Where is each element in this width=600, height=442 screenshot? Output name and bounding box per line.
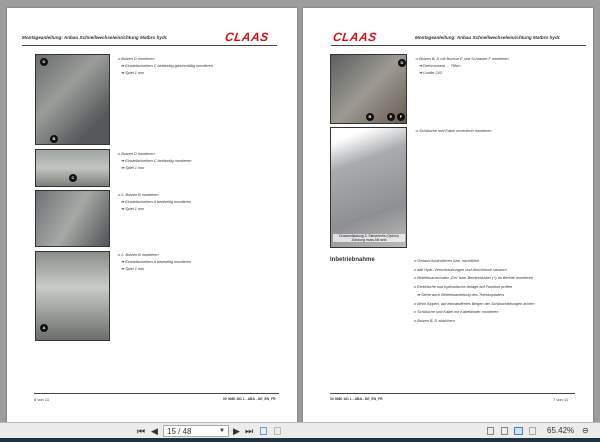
step-detail: ➡ Spiel 1 mm: [121, 207, 145, 211]
list-item: ⇒ Betriebsartschalter „Ein" bzw. Betriebskabel (+) an Bereite montieren: [413, 276, 533, 280]
taskbar: [0, 438, 600, 442]
header-rule: [22, 45, 277, 46]
step-detail: ➡ Einstellscheiben A beidseitig montieren: [121, 260, 192, 264]
two-page-view-icon[interactable]: [514, 427, 523, 435]
page-header: Montageanleitung: Anbau Schnellwechseleinrichtung Matbro hydr.: [415, 35, 561, 40]
copy-icon[interactable]: [260, 427, 267, 435]
doc-number: 00 0080 161 1 - ABA - DE_EN_FR: [330, 397, 383, 401]
previous-page-icon[interactable]: ◀: [151, 426, 158, 436]
viewer-toolbar: [0, 422, 600, 438]
label-badge: D: [398, 59, 406, 67]
list-item: ⇒ Schläuche und Kabel mit Kabelbinder montieren: [413, 310, 499, 314]
photo-caption: Druckentlastung 3. Steuerkreis (Option) Zündung muss AN sein: [333, 234, 405, 242]
first-page-icon[interactable]: ⏮: [137, 426, 146, 436]
page-number: 6 von 11: [34, 397, 50, 402]
label-badge: C: [69, 174, 77, 182]
page-header: Montageanleitung: Anbau Schnellwechseleinrichtung Matbro hydr.: [22, 35, 168, 40]
label-badge: E: [387, 113, 395, 121]
step-title: ⇒ Bolzen B, D mit Buchse E und Schraube F montieren: [415, 57, 509, 61]
doc-number: 00 0080 161 1 - ABA - DE_EN_FR: [223, 397, 276, 401]
continuous-view-icon[interactable]: [501, 427, 508, 435]
footer-rule: [330, 393, 575, 394]
zoom-out-icon[interactable]: ⊖: [582, 426, 589, 435]
photo-bolts-bd: [330, 54, 407, 124]
step-detail: ➡ Einstellscheiben A beidseitig montieren: [121, 200, 192, 204]
continuous-two-page-icon[interactable]: [529, 427, 536, 435]
step-title: ⇒ Schläuche und Kabel unverlierin montieren: [415, 129, 492, 133]
zoom-level[interactable]: 65.42%: [547, 426, 575, 435]
section-title: Inbetriebnahme: [330, 257, 375, 263]
single-page-view-icon[interactable]: [487, 427, 494, 435]
photo-bolt-b: [35, 190, 110, 247]
list-item: ⇒ Beim Kippen, auf einwandfreies Biegen der Schlauchleitungen achten: [413, 301, 535, 306]
page-number-input[interactable]: [163, 425, 229, 437]
step-detail: ➡ Spiel 1 mm: [121, 71, 145, 75]
paste-icon[interactable]: [274, 427, 281, 435]
label-badge: B: [50, 135, 58, 143]
page-number: 7 von 11: [553, 397, 569, 402]
list-item: ⇒ alle Hydr.-Verschraubungen und Anschlüsse säubern: [413, 267, 507, 272]
right-page: [303, 8, 593, 422]
label-badge: B: [366, 113, 374, 121]
label-badge: A: [40, 324, 48, 332]
page-number-value: 15 / 48: [167, 427, 192, 436]
claas-logo: CLAAS: [224, 30, 270, 44]
photo-bolt-d: [35, 54, 110, 145]
step-detail: ➡ Einstellscheiben C beidseitig montieren: [121, 159, 192, 163]
list-item: ⇒ Bolzen B, D absichern: [413, 318, 455, 323]
step-detail: ➡ Drehmoment ... 79Nm: [419, 64, 461, 68]
photo-hoses: [330, 127, 407, 248]
label-badge: F: [397, 113, 405, 121]
step-title: ⇒ Bolzen D montieren: [117, 57, 155, 61]
footer-rule: [34, 393, 279, 394]
label-badge: D: [40, 58, 48, 66]
step-detail: ➡ Spiel 1 mm: [121, 166, 145, 170]
photo-bolt-b-2: [35, 251, 110, 341]
next-page-icon[interactable]: ▶: [233, 426, 240, 436]
list-item: ⇒ Ölstand kontrollieren bzw. nachfüllen: [413, 259, 480, 263]
step-detail: ➡ Einstellscheiben C beidseitig gleichmäßig montieren: [121, 64, 214, 68]
header-rule: [331, 45, 586, 46]
dropdown-arrow-icon[interactable]: ▼: [219, 428, 225, 434]
photo-shims-c: [35, 149, 110, 187]
left-page: [7, 8, 297, 422]
step-detail: ➡ Spiel 1 mm: [121, 267, 145, 271]
list-item: ➡ Siehe auch Betriebsanleitung des Teleskopladers: [417, 293, 505, 297]
list-item: ⇒ Elektrische und hydraulische Anlage auf Funktion prüfen: [413, 284, 513, 289]
claas-logo: CLAAS: [332, 30, 378, 44]
step-title: ⇒ 2. Bolzen B montieren: [117, 253, 159, 257]
last-page-icon[interactable]: ⏭: [245, 426, 254, 436]
step-title: ⇒ Bolzen D montieren: [117, 152, 155, 156]
step-title: ⇒ 2. Bolzen B montieren: [117, 193, 159, 197]
step-detail: ➡ Loctite 243: [419, 71, 442, 75]
